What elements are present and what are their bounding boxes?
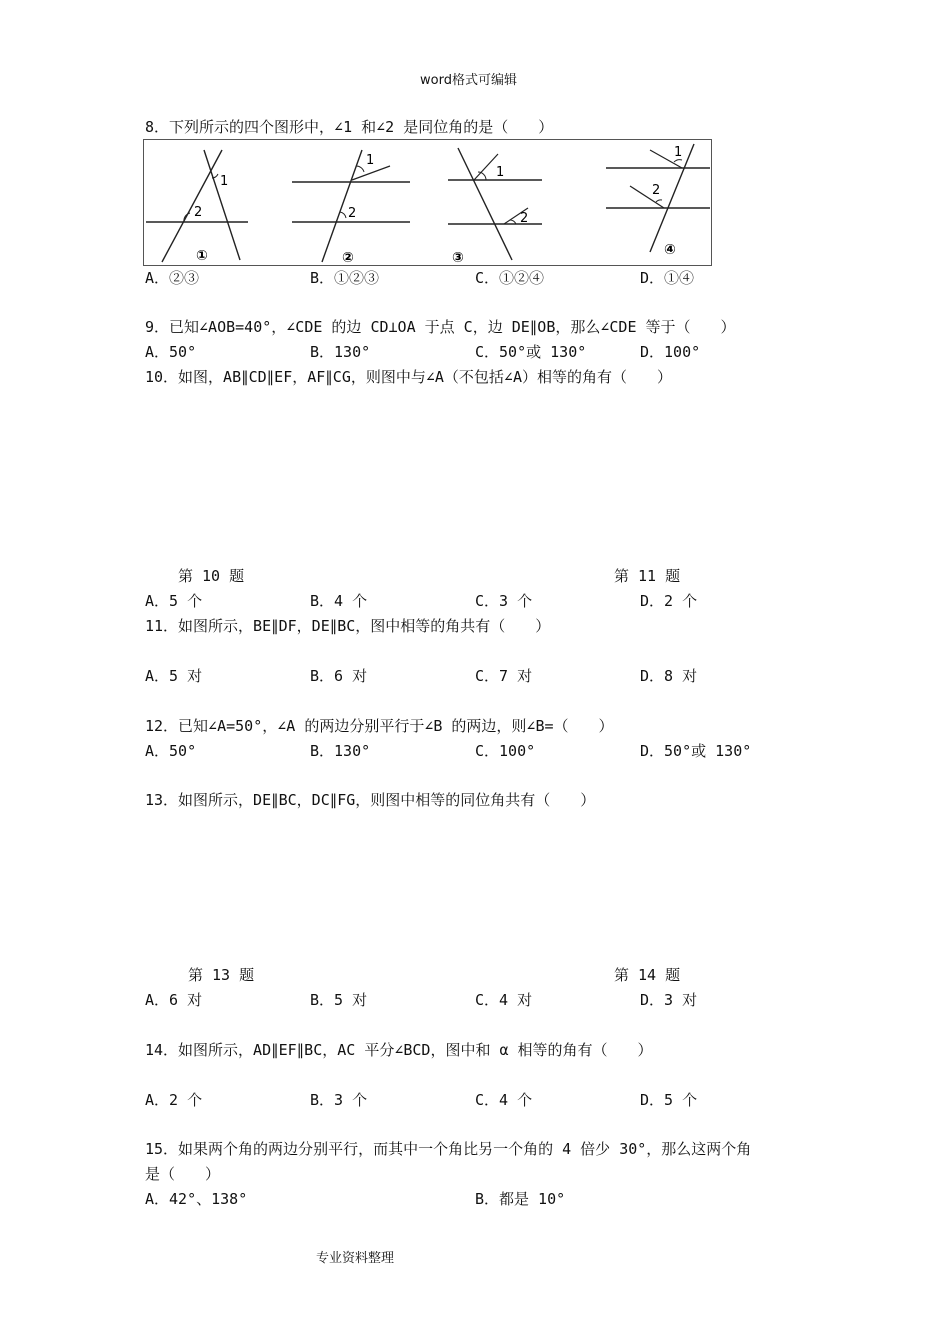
question-12-stem: 12．已知∠A=50°，∠A 的两边分别平行于∠B 的两边，则∠B=（ ） — [145, 717, 614, 735]
q8-option-d: D．①④ — [640, 269, 695, 287]
q10-figure-caption: 第 10 题 — [178, 567, 245, 585]
q8-figure-3 — [428, 140, 570, 265]
q8-figure-2 — [286, 140, 428, 265]
question-8-stem: 8．下列所示的四个图形中，∠1 和∠2 是同位角的是（ ） — [145, 118, 554, 136]
q9-option-b: B．130° — [310, 343, 371, 361]
q11-option-a: A．5 对 — [145, 667, 203, 685]
q13-option-b: B．5 对 — [310, 991, 368, 1009]
q12-option-a: A．50° — [145, 742, 197, 760]
q10-option-d: D．2 个 — [640, 592, 698, 610]
q9-option-d: D．100° — [640, 343, 701, 361]
q11-option-d: D．8 对 — [640, 667, 698, 685]
q9-option-c: C．50°或 130° — [475, 343, 587, 361]
q8-figure-4 — [570, 140, 711, 265]
q11-option-c: C．7 对 — [475, 667, 533, 685]
q11-option-b: B．6 对 — [310, 667, 368, 685]
q15-option-a: A．42°、138° — [145, 1190, 248, 1208]
q12-option-b: B．130° — [310, 742, 371, 760]
q8-option-a: A．②③ — [145, 269, 200, 287]
question-15-stem-line-1: 15．如果两个角的两边分别平行，而其中一个角比另一个角的 4 倍少 30°，那么这两个角 — [145, 1140, 752, 1158]
q8-option-c: C．①②④ — [475, 269, 545, 287]
q10-option-a: A．5 个 — [145, 592, 203, 610]
q8-fig3-number: ③ — [452, 250, 464, 265]
question-11-stem: 11．如图所示，BE∥DF，DE∥BC，图中相等的角共有（ ） — [145, 617, 551, 635]
page-footer: 专业资料整理 — [316, 1251, 395, 1266]
q14-option-b: B．3 个 — [310, 1091, 368, 1109]
q8-option-b: B．①②③ — [310, 269, 380, 287]
q8-fig3-angle-2: 2 — [520, 211, 529, 226]
question-8-figure-panel — [143, 139, 712, 266]
q9-option-a: A．50° — [145, 343, 197, 361]
q15-option-b: B．都是 10° — [475, 1190, 566, 1208]
q10-option-c: C．3 个 — [475, 592, 533, 610]
q12-option-c: C．100° — [475, 742, 536, 760]
q8-fig1-angle-1: 1 — [220, 174, 229, 189]
q13-option-a: A．6 对 — [145, 991, 203, 1009]
q8-fig2-angle-1: 1 — [366, 153, 375, 168]
q8-figure-1 — [144, 140, 286, 265]
q13-figure-caption: 第 13 题 — [188, 966, 255, 984]
q8-fig4-angle-1: 1 — [674, 145, 683, 160]
q8-fig4-number: ④ — [664, 242, 676, 258]
q13-option-c: C．4 对 — [475, 991, 533, 1009]
q14-option-d: D．5 个 — [640, 1091, 698, 1109]
q14-option-a: A．2 个 — [145, 1091, 203, 1109]
question-9-stem: 9．已知∠AOB=40°，∠CDE 的边 CD⊥OA 于点 C，边 DE∥OB，那么∠CDE 等于（ ） — [145, 318, 736, 336]
question-15-stem-line-2: 是（ ） — [145, 1165, 221, 1183]
q8-fig3-angle-1: 1 — [496, 165, 505, 180]
q14-figure-caption: 第 14 题 — [614, 966, 681, 984]
question-14-stem: 14．如图所示，AD∥EF∥BC，AC 平分∠BCD，图中和 α 相等的角有（ ） — [145, 1041, 653, 1059]
q8-fig1-number: ① — [196, 248, 208, 264]
q12-option-d: D．50°或 130° — [640, 742, 752, 760]
q13-option-d: D．3 对 — [640, 991, 698, 1009]
q8-fig1-angle-2: 2 — [194, 205, 203, 220]
q8-fig4-angle-2: 2 — [652, 183, 661, 198]
question-13-stem: 13．如图所示，DE∥BC，DC∥FG，则图中相等的同位角共有（ ） — [145, 791, 596, 809]
q14-option-c: C．4 个 — [475, 1091, 533, 1109]
page-header: word格式可编辑 — [420, 73, 517, 88]
q8-fig2-angle-2: 2 — [348, 206, 357, 221]
q11-figure-caption: 第 11 题 — [614, 567, 681, 585]
question-10-stem: 10．如图，AB∥CD∥EF，AF∥CG，则图中与∠A（不包括∠A）相等的角有（ ） — [145, 368, 672, 386]
q10-option-b: B．4 个 — [310, 592, 368, 610]
q8-fig2-number: ② — [342, 250, 354, 265]
